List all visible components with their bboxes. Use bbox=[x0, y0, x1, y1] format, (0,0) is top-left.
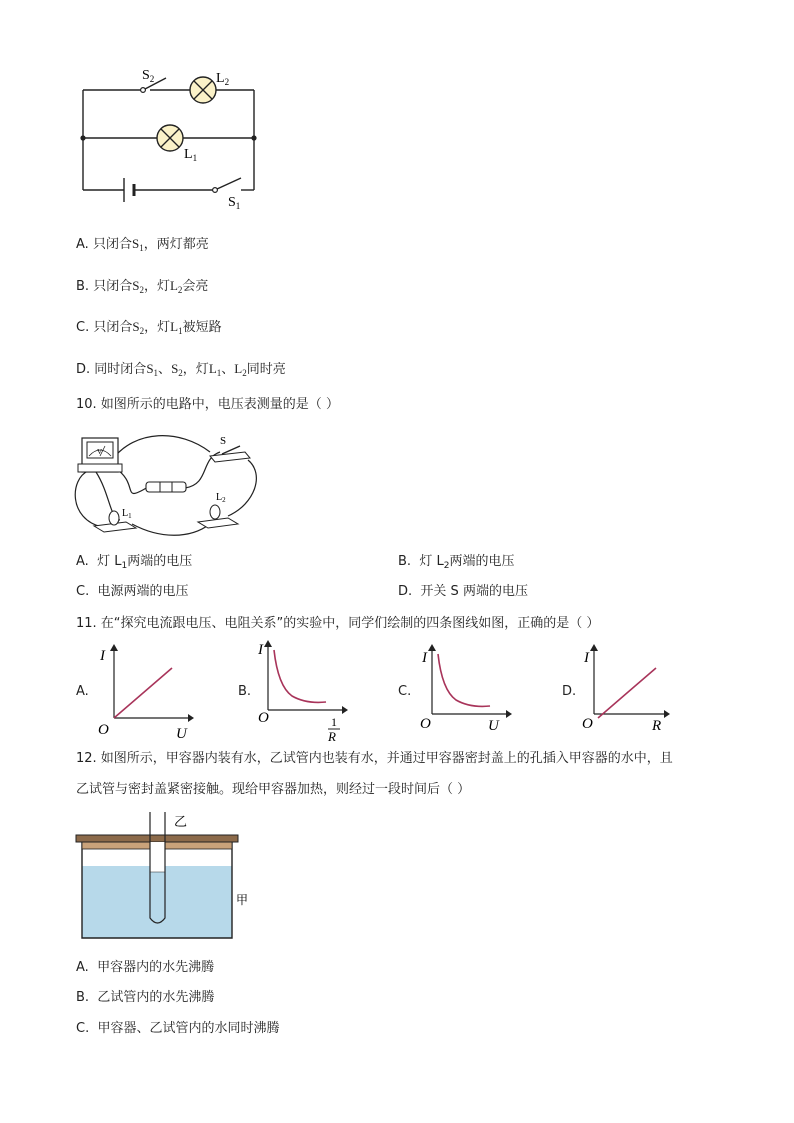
q12-option-a: A. 甲容器内的水先沸腾 bbox=[76, 960, 215, 975]
q9-option-c: C. 只闭合$S_2$，灯$L_1$被短路 bbox=[76, 319, 222, 336]
q11-graph-d bbox=[580, 642, 680, 742]
q11-option-a-key: A. bbox=[76, 684, 89, 699]
label-s1: $S_1$ bbox=[228, 195, 241, 211]
switch-s2-contact bbox=[141, 88, 146, 93]
q12-apparatus-figure bbox=[70, 812, 270, 947]
q10-option-b: B. 灯 $L_2$两端的电压 bbox=[398, 554, 515, 571]
label-s2: $S_2$ bbox=[142, 68, 155, 84]
svg-text:U: U bbox=[176, 726, 187, 742]
q12-stem-line1: 12. 如图所示，甲容器内装有水，乙试管内也装有水，并通过甲容器密封盖上的孔插入甲容器的水中，且 bbox=[76, 751, 673, 766]
label-jia: 甲 bbox=[236, 893, 249, 907]
q11-graph-c bbox=[418, 642, 518, 742]
svg-text:U: U bbox=[488, 718, 499, 734]
svg-text:O: O bbox=[98, 722, 109, 738]
voltmeter-icon bbox=[78, 438, 122, 472]
svg-text:R: R bbox=[328, 729, 336, 743]
q11-option-b-key: B. bbox=[238, 684, 252, 699]
svg-text:L2: $L_2$ bbox=[216, 492, 226, 504]
graph-line bbox=[598, 668, 656, 718]
svg-text:O: O bbox=[582, 716, 593, 732]
graph-curve bbox=[274, 650, 326, 702]
q9-option-d: D. 同时闭合$S_1$、$S_2$，灯$L_1$、$L_2$同时亮 bbox=[76, 361, 286, 378]
q12-option-b: B. 乙试管内的水先沸腾 bbox=[76, 990, 215, 1005]
q11-graph-b bbox=[254, 638, 354, 743]
label-l1: $L_1$ bbox=[184, 147, 198, 163]
q11-option-c-key: C. bbox=[398, 684, 412, 699]
q10-option-a: A. 灯 $L_1$两端的电压 bbox=[76, 554, 193, 571]
label-yi: 乙 bbox=[174, 814, 188, 829]
q12-option-c: C. 甲容器、乙试管内的水同时沸腾 bbox=[76, 1021, 280, 1036]
graph-curve bbox=[438, 654, 490, 706]
svg-text:L1: $L_1$ bbox=[122, 508, 132, 520]
svg-text:O: O bbox=[258, 710, 269, 726]
q12-stem-line2: 乙试管与密封盖紧密接触。现给甲容器加热，则经过一段时间后（ ） bbox=[76, 782, 471, 797]
graph-line bbox=[114, 668, 172, 718]
label-l2: $L_2$ bbox=[216, 71, 230, 87]
lamp-l2-icon bbox=[190, 77, 216, 103]
svg-text:R: R bbox=[652, 718, 662, 734]
svg-text:O: O bbox=[420, 716, 431, 732]
q9-option-a: A. 只闭合$S_1$，两灯都亮 bbox=[76, 236, 209, 253]
junction-left bbox=[80, 135, 85, 140]
q11-option-d-key: D. bbox=[562, 684, 577, 699]
battery-icon bbox=[146, 482, 186, 492]
q9-circuit-diagram bbox=[0, 0, 300, 220]
q9-option-b: B. 只闭合$S_2$，灯$L_2$会亮 bbox=[76, 278, 209, 295]
svg-text:I: I bbox=[422, 650, 427, 666]
lamp-l1-icon bbox=[94, 508, 136, 532]
svg-text:I: I bbox=[584, 650, 589, 666]
svg-text:I: I bbox=[100, 648, 105, 664]
test-tube-yi bbox=[150, 812, 165, 926]
q10-physical-circuit bbox=[60, 424, 270, 544]
q10-option-d: D. 开关 S 两端的电压 bbox=[398, 584, 528, 599]
lamp-l2-icon bbox=[198, 492, 238, 528]
switch-s-icon bbox=[210, 435, 250, 462]
junction-right bbox=[251, 135, 256, 140]
q10-stem: 10. 如图所示的电路中，电压表测量的是（ ） bbox=[76, 397, 339, 412]
svg-text:I: I bbox=[258, 642, 263, 658]
switch-s1-contact bbox=[213, 188, 218, 193]
sealed-lid bbox=[76, 835, 238, 842]
svg-text:V: V bbox=[97, 448, 103, 456]
svg-text:S: S bbox=[220, 435, 227, 447]
q10-option-c: C. 电源两端的电压 bbox=[76, 584, 189, 599]
lamp-l1-icon bbox=[157, 125, 183, 151]
q11-graph-a bbox=[96, 642, 196, 742]
svg-text:1: 1 bbox=[331, 715, 337, 729]
q11-stem: 11. 在“探究电流跟电压、电阻关系”的实验中，同学们绘制的四条图线如图，正确的是（ ） bbox=[76, 616, 600, 631]
